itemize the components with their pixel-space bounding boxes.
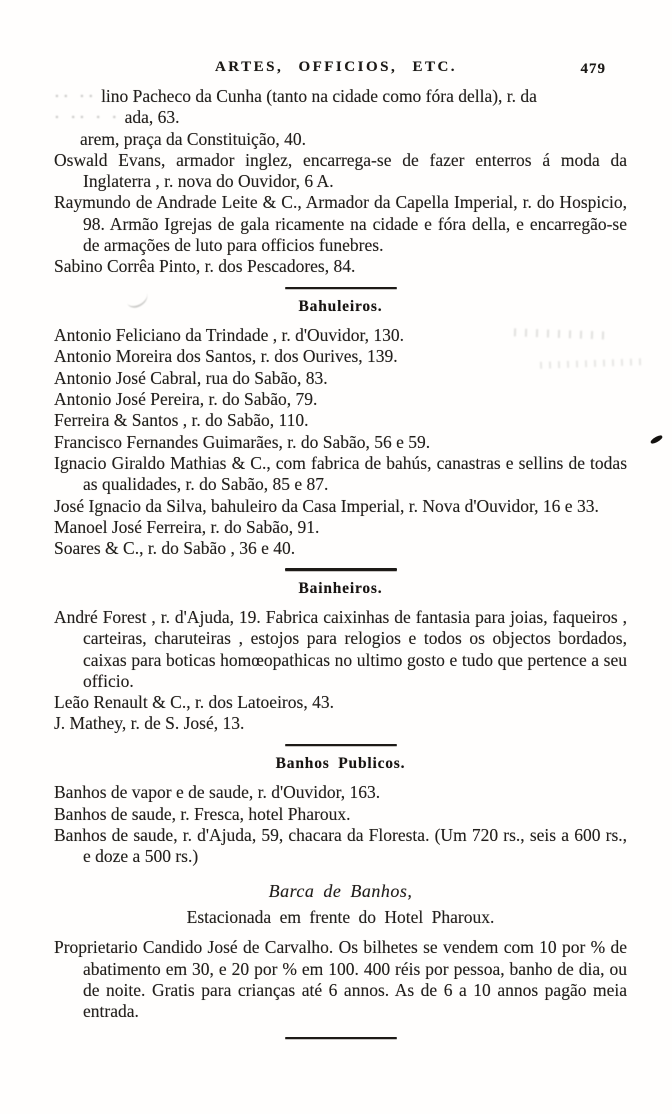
illegible-fragment: ·· ·· <box>54 86 97 106</box>
ink-smudge <box>650 434 664 445</box>
directory-entry: Ferreira & Santos , r. do Sabão, 110. <box>54 410 309 431</box>
barca-title: Barca de Banhos, <box>268 881 413 902</box>
carryover-line <box>54 86 627 107</box>
directory-entry: José Ignacio da Silva, bahuleiro da Casa Imperial, r. Nova d'Ouvidor, 16 e 33. <box>54 495 599 516</box>
end-divider <box>285 1037 397 1040</box>
text-column <box>54 86 627 1048</box>
directory-entry: Antonio Moreira dos Santos, r. dos Ourives, 139. <box>54 346 398 367</box>
directory-entry: Antonio José Cabral, rua do Sabão, 83. <box>54 367 328 388</box>
carryover-line <box>54 107 627 128</box>
directory-entry: Oswald Evans, armador inglez, encarrega-se de fazer enterros á moda da Inglaterra , r. nova do Ouvidor, 6 A. <box>54 149 627 192</box>
directory-entry: Proprietario Candido José de Carvalho. Os bilhetes se vendem com 10 por % de abatimento em 30, e 20 por % em 100. 400 réis por pessoa, banho de dia, ou de noite. Gratis para crianças até 6 annos. As de 6 a 10 annos pagão meia entrada. <box>54 937 627 1022</box>
directory-entry: Manoel José Ferreira, r. do Sabão, 91. <box>54 516 320 537</box>
directory-entry: J. Mathey, r. de S. José, 13. <box>54 713 245 734</box>
directory-entry: Ignacio Giraldo Mathias & C., com fabrica de bahús, canastras e sellins de todas as qualidades, r. do Sabão, 85 e 87. <box>54 452 627 495</box>
barca-subtitle: Estacionada em frente do Hotel Pharoux. <box>186 907 495 928</box>
section-heading-banhos-publicos: Banhos Publicos. <box>275 755 406 773</box>
carryover-text: ada, 63. <box>124 107 180 128</box>
section-divider <box>285 568 397 571</box>
section-divider <box>285 744 397 747</box>
carryover-line <box>54 129 627 150</box>
directory-entry: Sabino Corrêa Pinto, r. dos Pescadores, 84. <box>54 256 356 277</box>
directory-entry: Banhos de saude, r. Fresca, hotel Pharoux. <box>54 803 351 824</box>
directory-entry: Banhos de saude, r. d'Ajuda, 59, chacara da Floresta. (Um 720 rs., seis a 600 rs., e doze a 500 rs.) <box>54 824 627 867</box>
directory-entry: Francisco Fernandes Guimarães, r. do Sabão, 56 e 59. <box>54 431 431 452</box>
section-divider <box>285 287 397 290</box>
directory-entry: Leão Renault & C., r. dos Latoeiros, 43. <box>54 692 334 713</box>
running-head <box>0 58 672 82</box>
page-number: 479 <box>580 61 606 77</box>
directory-entry: Raymundo de Andrade Leite & C., Armador da Capella Imperial, r. do Hospicio, 98. Armão Igrejas de gala ricamente na cidade e fóra della, e encarregão-se de armações de luto para officios funebres. <box>54 192 627 256</box>
section-heading-bainheiros: Bainheiros. <box>298 579 383 597</box>
directory-entry: Banhos de vapor e de saude, r. d'Ouvidor, 163. <box>54 782 381 803</box>
directory-entry: Antonio José Pereira, r. do Sabão, 79. <box>54 389 318 410</box>
illegible-fragment: · ·· · · <box>54 107 121 128</box>
directory-entry: André Forest , r. d'Ajuda, 19. Fabrica caixinhas de fantasia para joias, faqueiros , carteiras, charuteiras , estojos para relogios e todos os objectos bordados, caixas para boticas homœopathicas no ultimo gosto e tudo que pertence a seu officio. <box>54 606 627 691</box>
directory-entry: Antonio Feliciano da Trindade , r. d'Ouvidor, 130. <box>54 325 404 346</box>
directory-entry: Soares & C., r. do Sabão , 36 e 40. <box>54 538 296 559</box>
carryover-text: arem, praça da Constituição, 40. <box>80 128 306 149</box>
page-title: ARTES, OFFICIOS, ETC. <box>214 59 458 75</box>
carryover-text: lino Pacheco da Cunha (tanto na cidade como fóra della), r. da <box>101 86 537 106</box>
section-heading-bahuleiros: Bahuleiros. <box>298 298 383 316</box>
